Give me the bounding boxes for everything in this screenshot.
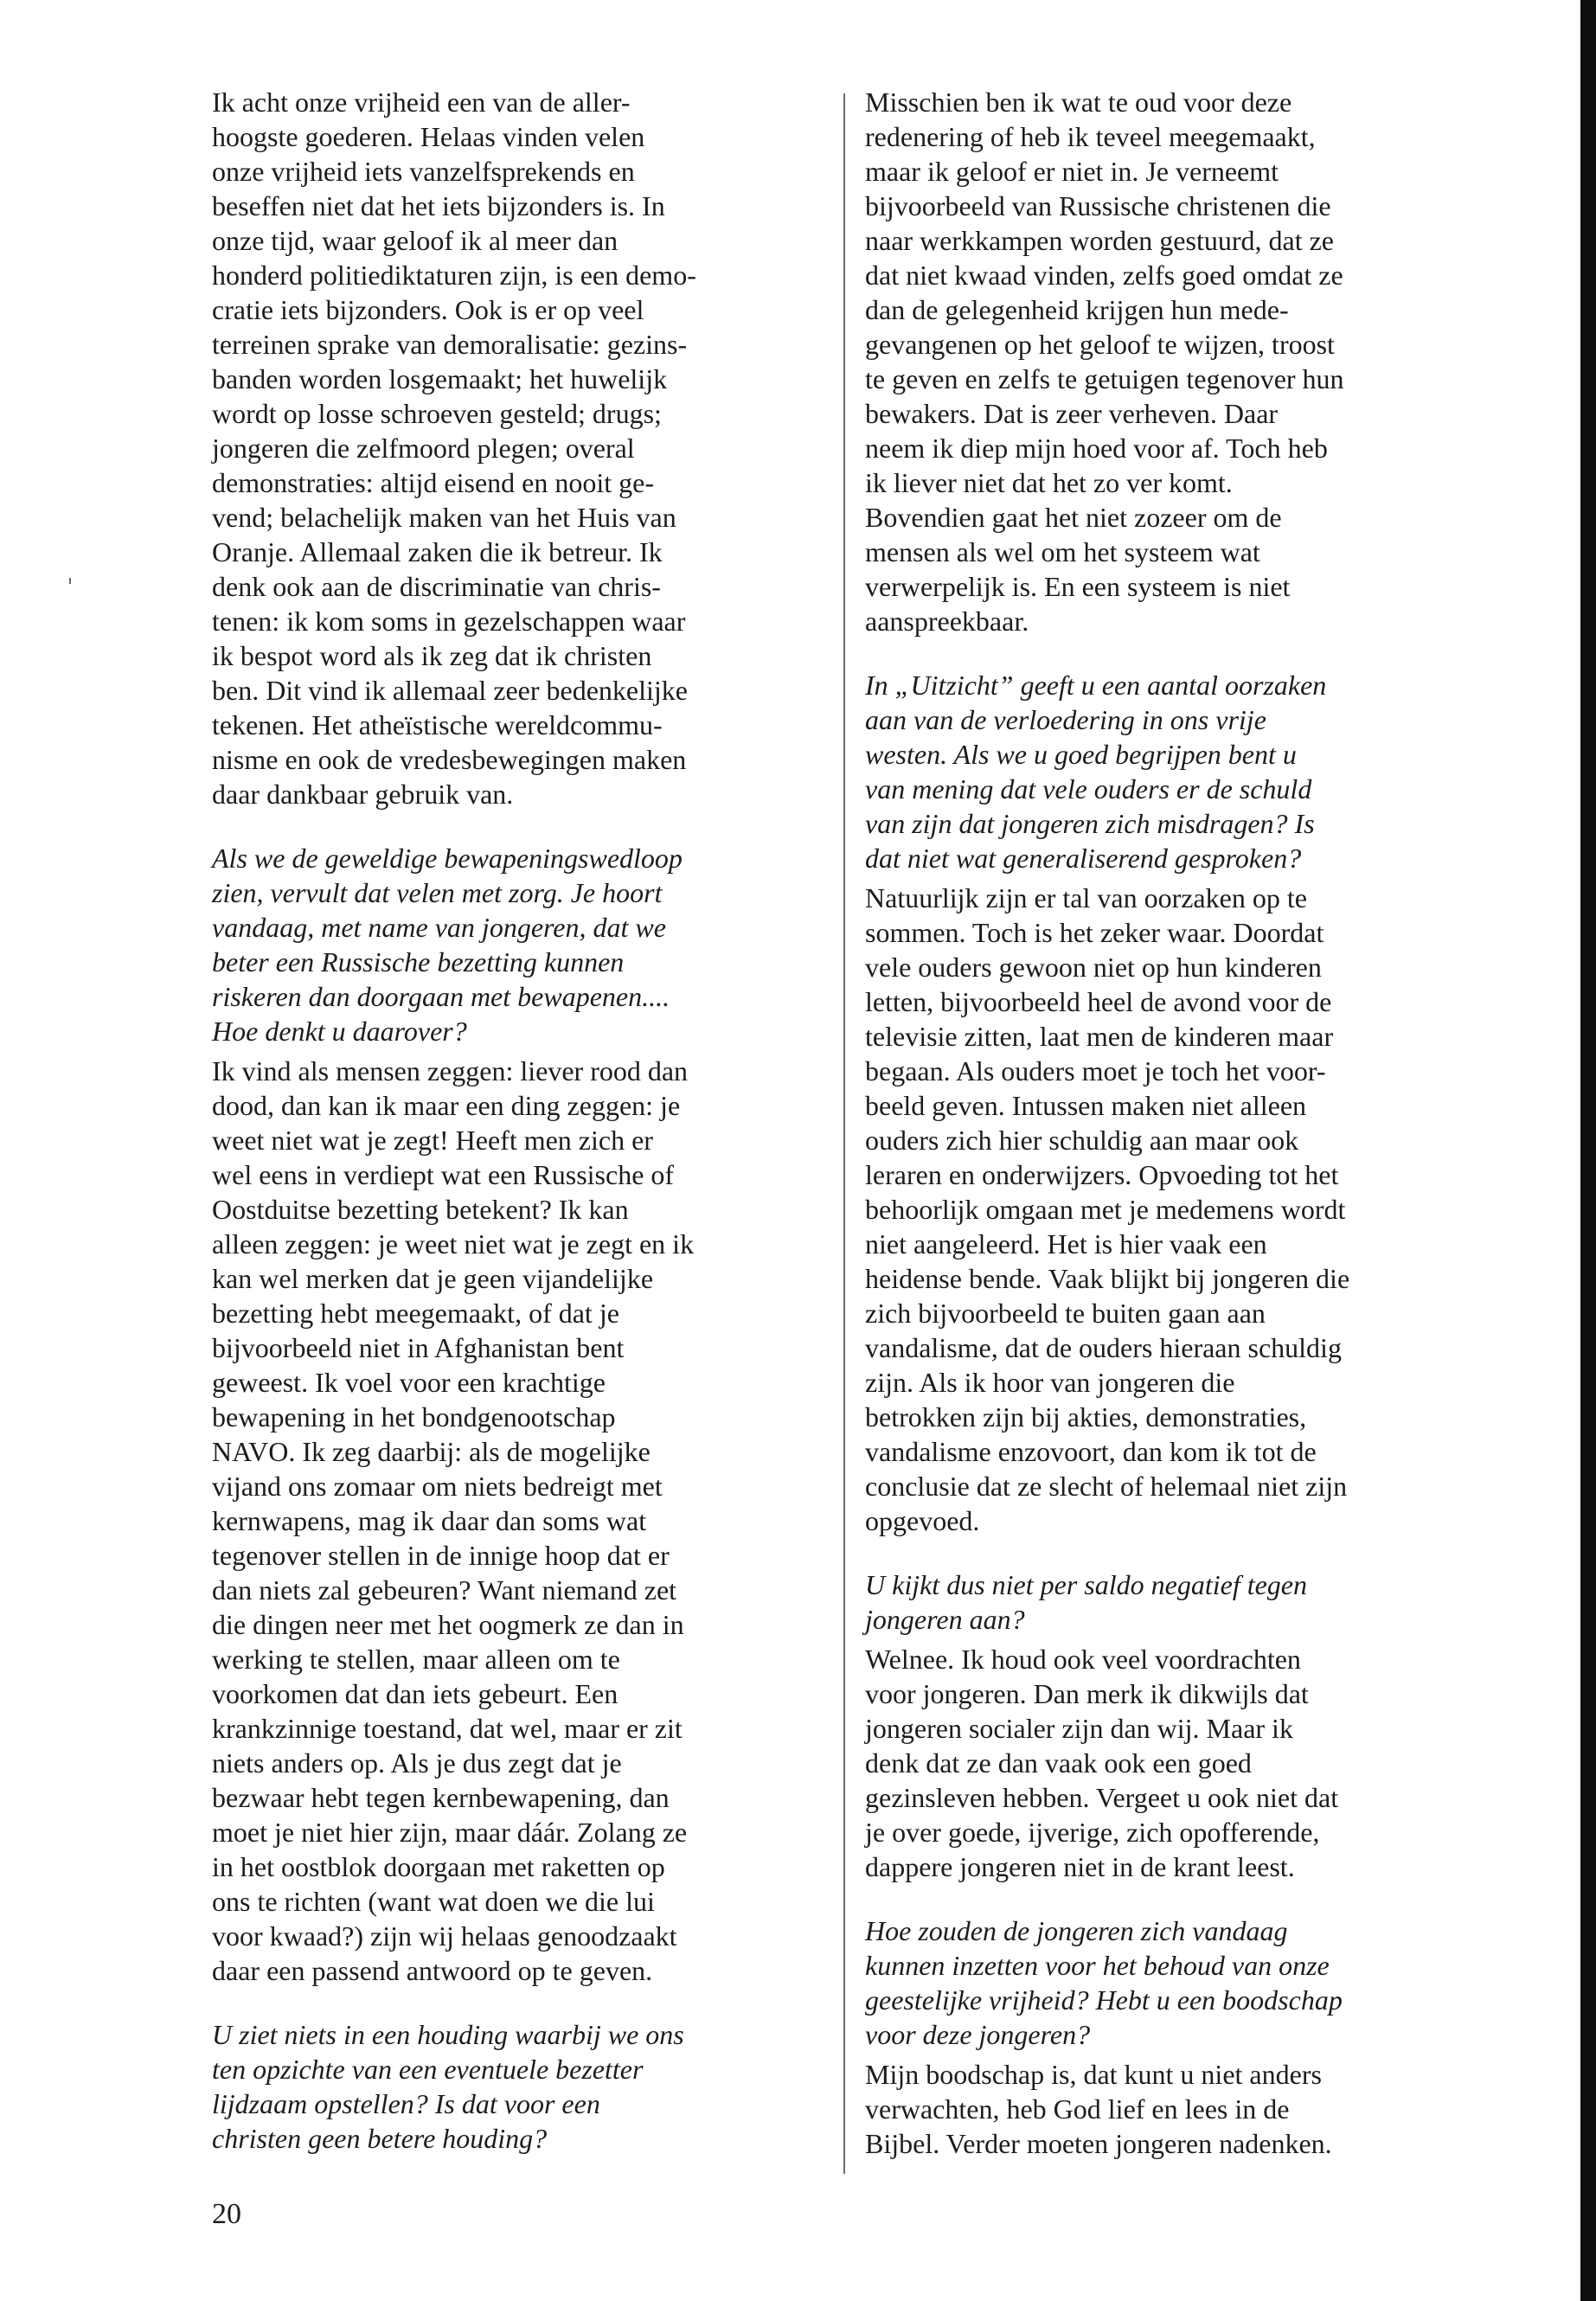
question-arms-race: Als we de geweldige bewapeningswedloop zien, vervult dat velen met zorg. Je hoort vandaag, met name van jongeren, dat we beter een Russische bezetting kunnen riskeren dan doorgaan met bewapenen.... Hoe denkt u daarover?: [212, 843, 683, 1047]
question-youth-outlook: U kijkt dus niet per saldo negatief tegen jongeren aan?: [865, 1569, 1307, 1635]
scan-speck: [69, 578, 71, 584]
answer-parents-blame: Natuurlijk zijn er tal van oorzaken op te sommen. Toch is het zeker waar. Doordat vele ouders gewoon niet op hun kinderen letten, bijvoorbeeld heel de avond voor de televisie zitten, laat men de kinderen maar begaan. Als ouders moet je toch het voor- beeld geven. Intussen maken niet alleen ouders zich hier schuldig aan maar ook leraren en onderwijzers. Opvoeding tot het behoorlijk omgaan met je medemens wordt niet aangeleerd. Het is hier vaak een heidense bende. Vaak blijkt bij jongeren die zich bijvoorbeeld te buiten gaan aan vandalisme, dat de ouders hieraan schuldig zijn. Als ik hoor van jongeren die betrokken zijn bij akties, demonstraties, vandalisme enzovoort, dan kom ik tot de conclusie dat ze slecht of helemaal niet zijn opgevoed.: [865, 882, 1350, 1536]
answer-youth-outlook: Welnee. Ik houd ook veel voordrachten voor jongeren. Dan merk ik dikwijls dat jongeren socialer zijn dan wij. Maar ik denk dat ze dan vaak ook een goed gezinsleven hebben. Vergeet u ook niet dat je over goede, ijverige, zich opofferende, dappere jongeren niet in de krant leest.: [865, 1644, 1339, 1882]
question-parents-blame: In „Uitzicht” geeft u een aantal oorzaken aan van de verloedering in ons vrije westen. Als we u goed begrijpen bent u van mening dat vele ouders er de schuld van zijn dat jongeren zich misdragen? Is dat niet wat generaliserend gesproken?: [865, 670, 1327, 874]
page-number: 20: [212, 2198, 241, 2230]
answer-arms-race: Ik vind als mensen zeggen: liever rood dan dood, dan kan ik maar een ding zeggen: je weet niet wat je zegt! Heeft men zich er wel eens in verdiept wat een Russische of Oostduitse bezetting betekent? Ik kan alleen zeggen: je weet niet wat je zegt en ik kan wel merken dat je geen vijandelijke bezetting hebt meegemaakt, of dat je bijvoorbeeld niet in Afghanistan bent geweest. Ik voel voor een krachtige bewapening in het bondgenootschap NAVO. Ik zeg daarbij: als de mogelijke vijand ons zomaar om niets bedreigt met kernwapens, mag ik daar dan soms wat tegenover stellen in de innige hoop dat er dan niets zal gebeuren? Want niemand zet die dingen neer met het oogmerk ze dan in werking te stellen, maar alleen om te voorkomen dat dan iets gebeurt. Een krankzinnige toestand, dat wel, maar er zit niets anders op. Als je dus zegt dat je bezwaar hebt tegen kernbewapening, dan moet je niet hier zijn, maar dáár. Zolang ze in het oostblok doorgaan met raketten op ons te richten (want wat doen we die lui voor kwaad?) zijn wij helaas genoodzaakt daar een passend antwoord op te geven.: [212, 1055, 695, 1986]
column-divider: [843, 93, 845, 2174]
question-passive-attitude: U ziet niets in een houding waarbij we ons ten opzichte van een eventuele bezetter lijdzaam opstellen? Is dat voor een christen geen betere houding?: [212, 2019, 684, 2154]
answer-message-youth: Mijn boodschap is, dat kunt u niet anders verwachten, heb God lief en lees in de Bijbel. Verder moeten jongeren nadenken.: [865, 2059, 1332, 2159]
question-message-youth: Hoe zouden de jongeren zich vandaag kunnen inzetten voor het behoud van onze geestelijke vrijheid? Hebt u een boodschap voor deze jongeren?: [865, 1915, 1343, 2050]
paragraph-freedom: Ik acht onze vrijheid een van de aller- hoogste goederen. Helaas vinden velen onze vrijheid iets vanzelfsprekends en beseffen niet dat het iets bijzonders is. In onze tijd, waar geloof ik al meer dan honderd politiediktaturen zijn, is een demo- cratie iets bijzonders. Ook is er op veel terreinen sprake van demoralisatie: gezins- banden worden losgemaakt; het huwelijk wordt op losse schroeven gesteld; drugs; jongeren die zelfmoord plegen; overal demonstraties: altijd eisend en nooit ge- vend; belachelijk maken van het Huis van Oranje. Allemaal zaken die ik betreur. Ik denk ook aan de discriminatie van chris- tenen: ik kom soms in gezelschappen waar ik bespot word als ik zeg dat ik christen ben. Dit vind ik allemaal zeer bedenkelijke tekenen. Het atheïstische wereldcommu- nisme en ook de vredesbewegingen maken daar dankbaar gebruik van.: [212, 87, 696, 810]
right-column: [865, 85, 1488, 2161]
left-column: [212, 85, 835, 2156]
scan-edge-bar: [1580, 0, 1596, 2301]
answer-passive-attitude: Misschien ben ik wat te oud voor deze redenering of heb ik teveel meegemaakt, maar ik geloof er niet in. Je verneemt bijvoorbeeld van Russische christenen die naar werkkampen worden gestuurd, dat ze dat niet kwaad vinden, zelfs goed omdat ze dan de gelegenheid krijgen hun mede- gevangenen op het geloof te wijzen, troost te geven en zelfs te getuigen tegenover hun bewakers. Dat is zeer verheven. Daar neem ik diep mijn hoed voor af. Toch heb ik liever niet dat het zo ver komt. Bovendien gaat het niet zozeer om de mensen als wel om het systeem wat verwerpelijk is. En een systeem is niet aanspreekbaar.: [865, 87, 1344, 637]
